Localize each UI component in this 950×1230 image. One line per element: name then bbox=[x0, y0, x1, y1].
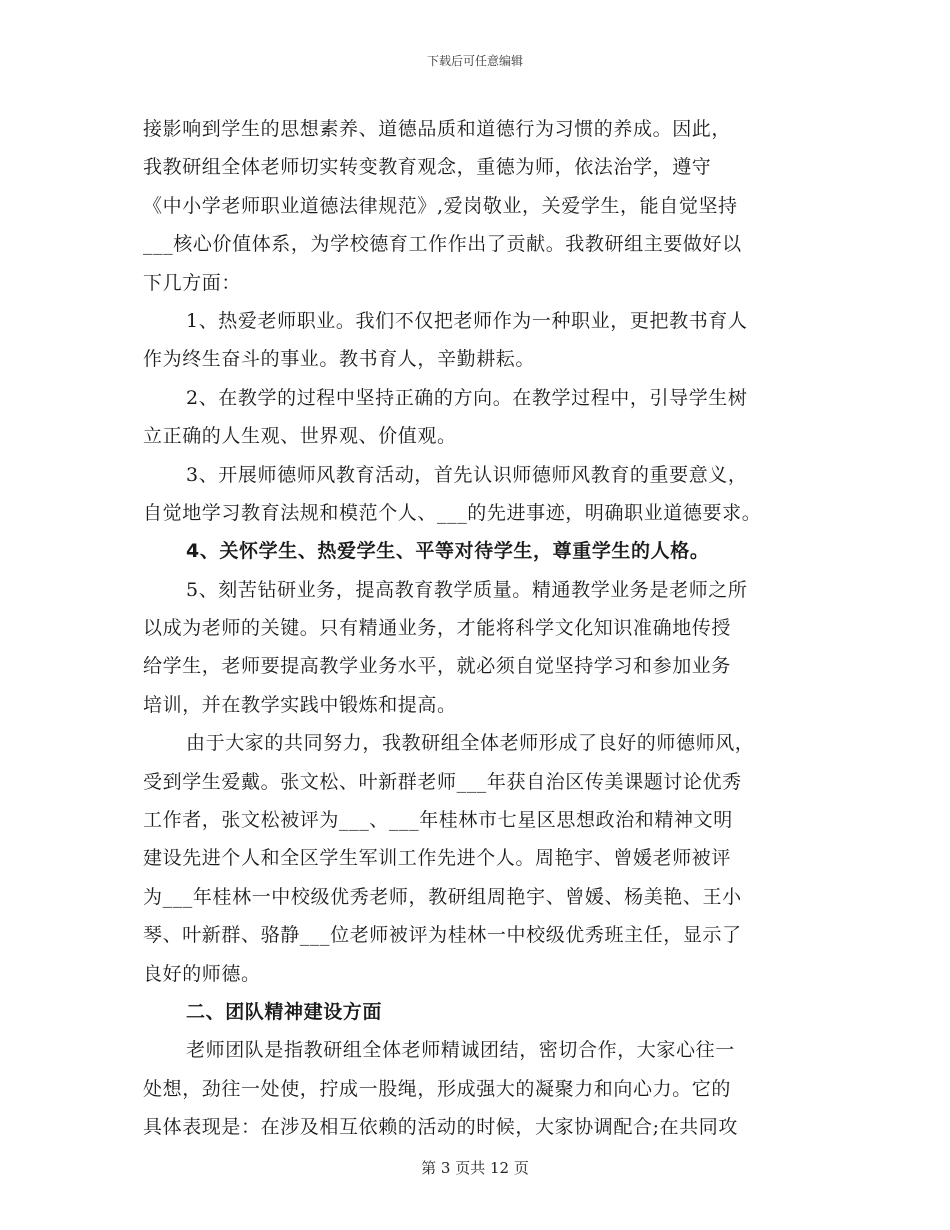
list-item-3: 3、开展师德师风教育活动，首先认识师德师风教育的重要意义， bbox=[186, 463, 748, 486]
text-line: 自觉地学习教育法规和模范个人、___的先进事迹，明确职业道德要求。 bbox=[143, 501, 762, 524]
text-line: 琴、叶新群、骆静___位老师被评为桂林一中校级优秀班主任，显示了 bbox=[143, 924, 742, 947]
paragraph-start: 由于大家的共同努力，我教研组全体老师形成了良好的师德师风， bbox=[186, 732, 755, 755]
text-line: 为___年桂林一中校级优秀老师，教研组周艳宇、曾媛、杨美艳、王小 bbox=[143, 885, 742, 908]
text-line: 作为终生奋斗的事业。教书育人，辛勤耕耘。 bbox=[143, 348, 536, 371]
text-line: 建设先进个人和全区学生军训工作先进个人。周艳宇、曾媛老师被评 bbox=[143, 847, 732, 870]
list-item-5: 5、刻苦钻研业务，提高教育教学质量。精通教学业务是老师之所 bbox=[186, 578, 748, 601]
text-line: 处想，劲往一处使，拧成一股绳，形成强大的凝聚力和向心力。它的 bbox=[143, 1077, 732, 1100]
text-line: 下几方面： bbox=[143, 271, 242, 294]
text-line: 《中小学老师职业道德法律规范》,爱岗敬业，关爱学生，能自觉坚持 bbox=[143, 194, 738, 217]
text-line: 工作者，张文松被评为___、___年桂林市七星区思想政治和精神文明 bbox=[143, 809, 733, 832]
text-line: 具体表现是：在涉及相互依赖的活动的时候，大家协调配合;在共同攻 bbox=[143, 1116, 739, 1139]
text-line: 以成为老师的关键。只有精通业务，才能将科学文化知识准确地传授 bbox=[143, 617, 732, 640]
list-item-2: 2、在教学的过程中坚持正确的方向。在教学过程中，引导学生树 bbox=[186, 386, 748, 409]
list-item-4-bold: 4、关怀学生、热爱学生、平等对待学生，尊重学生的人格。 bbox=[186, 540, 710, 563]
text-line: 培训，并在教学实践中锻炼和提高。 bbox=[143, 693, 457, 716]
page-footer: 第 3 页共 12 页 bbox=[421, 1159, 529, 1177]
page-header: 下载后可任意编辑 bbox=[426, 54, 523, 68]
text-line: 给学生，老师要提高教学业务水平，就必须自觉坚持学习和参加业务 bbox=[143, 655, 732, 678]
list-item-1: 1、热爱老师职业。我们不仅把老师作为一种职业，更把教书育人 bbox=[186, 309, 748, 332]
text-line: ___核心价值体系，为学校德育工作作出了贡献。我教研组主要做好以 bbox=[143, 233, 742, 256]
text-line: 立正确的人生观、世界观、价值观。 bbox=[143, 425, 457, 448]
paragraph-start: 老师团队是指教研组全体老师精诚团结，密切合作，大家心往一 bbox=[186, 1039, 735, 1062]
text-line: 良好的师德。 bbox=[143, 962, 261, 985]
text-line: 接影响到学生的思想素养、道德品质和道德行为习惯的养成。因此， bbox=[143, 118, 732, 140]
text-line: 受到学生爱戴。张文松、叶新群老师___年获自治区传美课题讨论优秀 bbox=[143, 770, 742, 793]
document-body bbox=[143, 110, 811, 1147]
text-line: 我教研组全体老师切实转变教育观念，重德为师，依法治学，遵守 bbox=[143, 156, 712, 179]
section-heading: 二、团队精神建设方面 bbox=[186, 1000, 383, 1023]
